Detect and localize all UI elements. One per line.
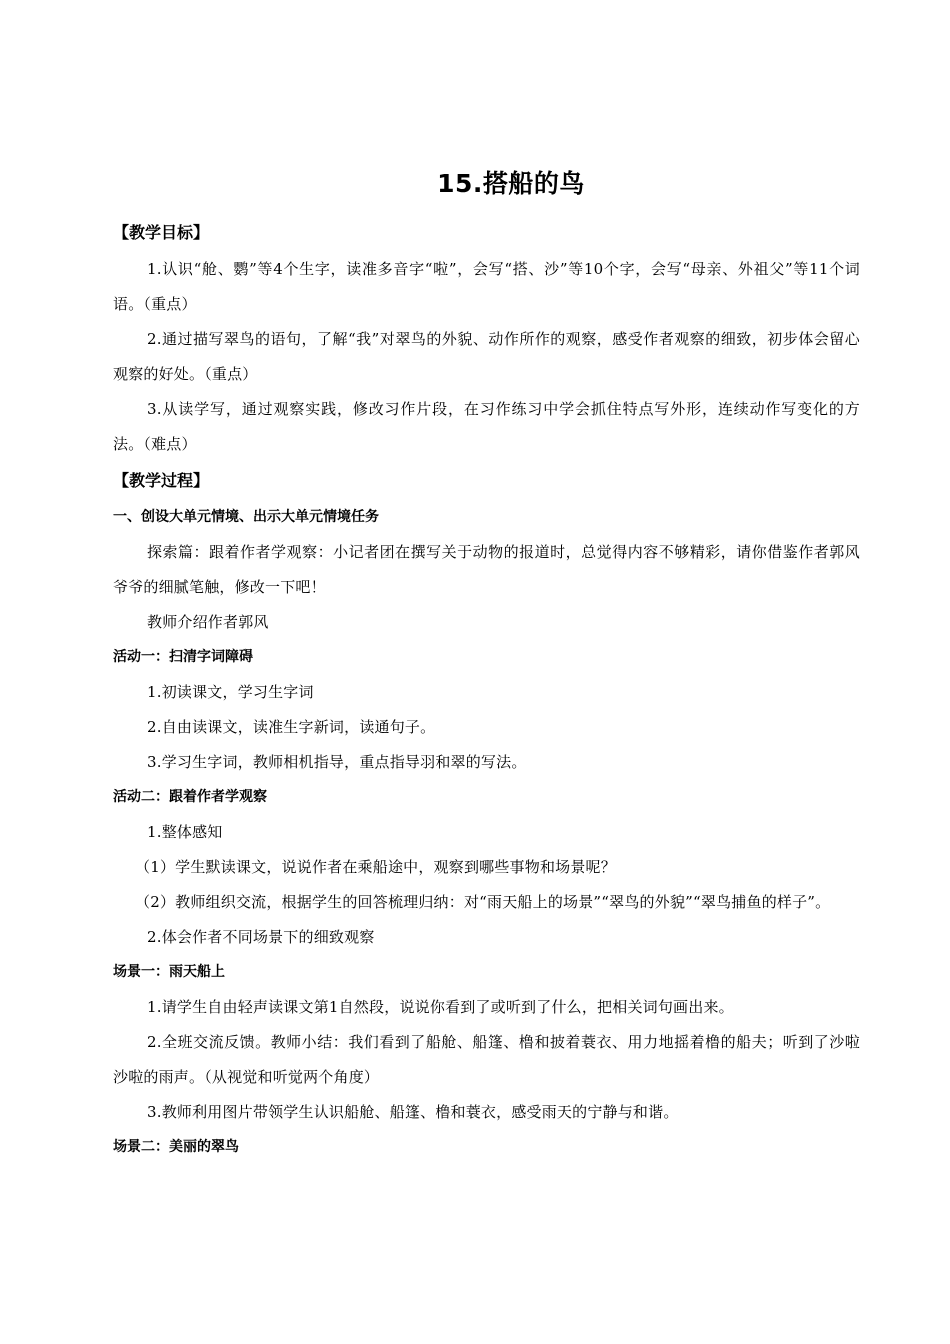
process-heading: 【教学过程】 [113, 471, 210, 490]
scene2-heading: 场景二：美丽的翠鸟 [113, 1139, 239, 1155]
objectives-heading: 【教学目标】 [113, 223, 210, 242]
activity2-sub-2: （2）教师组织交流，根据学生的回答梳理归纳：对“雨天船上的场景”“翠鸟的外貌”“翠鸟捕鱼的样子”。 [135, 893, 831, 911]
part1-text-2: 教师介绍作者郭风 [147, 613, 269, 631]
activity2-item-2: 2.体会作者不同场景下的细致观察 [147, 928, 375, 946]
activity1-item-2: 2.自由读课文，读准生字新词，读通句子。 [147, 718, 436, 736]
scene1-item-1: 1.请学生自由轻声读课文第1自然段，说说你看到了或听到了什么，把相关词句画出来。 [147, 998, 734, 1016]
activity2-sub-1: （1）学生默读课文，说说作者在乘船途中，观察到哪些事物和场景呢？ [135, 858, 616, 876]
activity2-heading: 活动二：跟着作者学观察 [113, 789, 267, 805]
activity1-item-1: 1.初读课文，学习生字词 [147, 683, 314, 701]
part1-text-1: 探索篇：跟着作者学观察：小记者团在撰写关于动物的报道时，总觉得内容不够精彩，请你借鉴作者郭风爷爷的细腻笔触，修改一下吧！ [113, 543, 860, 596]
scene1-heading: 场景一：雨天船上 [113, 964, 225, 980]
page-title [0, 164, 950, 200]
objective-item-1: 1.认识“舱、鹦”等4个生字，读准多音字“啦”，会写“搭、沙”等10个字，会写“母亲、外祖父”等11个词语。（重点） [113, 260, 860, 313]
scene1-item-2: 2.全班交流反馈。教师小结：我们看到了船舱、船篷、橹和披着蓑衣、用力地摇着橹的船夫；听到了沙啦沙啦的雨声。（从视觉和听觉两个角度） [113, 1033, 860, 1086]
objective-item-3: 3.从读学写，通过观察实践，修改习作片段，在习作练习中学会抓住特点写外形，连续动作写变化的方法。（难点） [113, 400, 860, 453]
activity2-item-1: 1.整体感知 [147, 823, 223, 841]
objective-item-2: 2.通过描写翠鸟的语句，了解“我”对翠鸟的外貌、动作所作的观察，感受作者观察的细致，初步体会留心观察的好处。（重点） [113, 330, 860, 383]
activity1-heading: 活动一：扫清字词障碍 [113, 649, 253, 665]
scene1-item-3: 3.教师利用图片带领学生认识船舱、船篷、橹和蓑衣，感受雨天的宁静与和谐。 [147, 1103, 679, 1121]
activity1-item-3: 3.学习生字词，教师相机指导，重点指导羽和翠的写法。 [147, 753, 527, 771]
document-body [113, 214, 860, 1165]
page-title-text: 15.搭船的鸟 [437, 169, 585, 198]
part1-heading: 一、创设大单元情境、出示大单元情境任务 [113, 509, 379, 525]
